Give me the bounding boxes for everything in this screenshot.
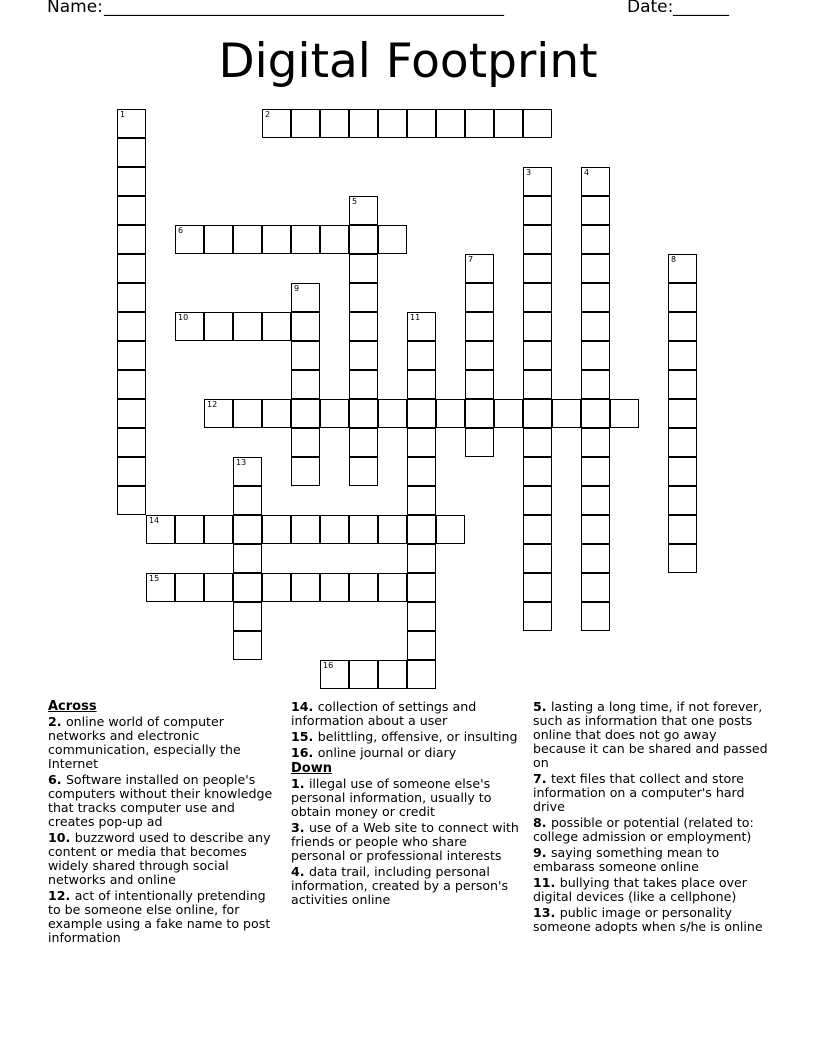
grid-cell[interactable] — [117, 399, 146, 428]
date-line[interactable]: _______ — [673, 0, 729, 16]
clue-item: 16. online journal or diary — [291, 745, 457, 760]
grid-cell[interactable] — [523, 573, 552, 602]
grid-cell[interactable] — [378, 225, 407, 254]
grid-cell[interactable] — [117, 486, 146, 515]
grid-cell[interactable] — [407, 341, 436, 370]
grid-cell[interactable] — [146, 515, 175, 544]
grid-cell[interactable] — [204, 515, 233, 544]
grid-cell[interactable] — [668, 341, 697, 370]
grid-cell[interactable] — [349, 196, 378, 225]
grid-cell[interactable] — [581, 283, 610, 312]
grid-cell[interactable] — [581, 544, 610, 573]
grid-cell[interactable] — [407, 602, 436, 631]
grid-cell[interactable] — [523, 196, 552, 225]
grid-cell[interactable] — [320, 109, 349, 138]
clue-number: 16 — [323, 661, 334, 670]
grid-cell[interactable] — [465, 312, 494, 341]
grid-cell[interactable] — [175, 312, 204, 341]
grid-cell[interactable] — [204, 312, 233, 341]
grid-cell[interactable] — [349, 515, 378, 544]
grid-cell[interactable] — [349, 109, 378, 138]
grid-cell[interactable] — [523, 544, 552, 573]
grid-cell[interactable] — [117, 254, 146, 283]
grid-cell[interactable] — [668, 544, 697, 573]
grid-cell[interactable] — [349, 457, 378, 486]
grid-cell[interactable] — [523, 602, 552, 631]
page-title: Digital Footprint — [218, 34, 598, 89]
grid-cell[interactable] — [407, 428, 436, 457]
grid-cell[interactable] — [668, 486, 697, 515]
clue-number: 15 — [149, 574, 160, 583]
grid-cell[interactable] — [349, 341, 378, 370]
grid-cell[interactable] — [581, 196, 610, 225]
clue-number: 1 — [120, 110, 126, 119]
grid-cell[interactable] — [523, 225, 552, 254]
grid-cell[interactable] — [233, 602, 262, 631]
grid-cell[interactable] — [523, 109, 552, 138]
grid-cell[interactable] — [436, 399, 465, 428]
grid-cell[interactable] — [233, 225, 262, 254]
clue-number: 8 — [671, 255, 677, 264]
grid-cell[interactable] — [407, 370, 436, 399]
grid-cell[interactable] — [581, 167, 610, 196]
grid-cell[interactable] — [117, 109, 146, 138]
grid-cell[interactable] — [291, 457, 320, 486]
grid-cell[interactable] — [668, 399, 697, 428]
grid-cell[interactable] — [117, 457, 146, 486]
clue-item: 6. Software installed on people's computers without their knowledge that tracks computer use and creates pop-up ad — [48, 772, 273, 829]
grid-cell[interactable] — [465, 254, 494, 283]
grid-cell[interactable] — [581, 602, 610, 631]
grid-cell[interactable] — [581, 573, 610, 602]
grid-cell[interactable] — [407, 660, 436, 689]
grid-cell[interactable] — [523, 428, 552, 457]
grid-cell[interactable] — [262, 225, 291, 254]
grid-cell[interactable] — [117, 225, 146, 254]
clue-number: 9 — [294, 284, 300, 293]
grid-cell[interactable] — [523, 283, 552, 312]
grid-cell[interactable] — [349, 254, 378, 283]
grid-cell[interactable] — [349, 399, 378, 428]
grid-cell[interactable] — [117, 428, 146, 457]
grid-cell[interactable] — [291, 573, 320, 602]
name-label: Name: — [47, 0, 109, 17]
grid-cell[interactable] — [581, 428, 610, 457]
grid-cell[interactable] — [262, 515, 291, 544]
grid-cell[interactable] — [117, 341, 146, 370]
clue-number: 10 — [178, 313, 189, 322]
clue-number: 6 — [178, 226, 184, 235]
grid-cell[interactable] — [117, 138, 146, 167]
grid-cell[interactable] — [117, 370, 146, 399]
grid-cell[interactable] — [175, 515, 204, 544]
grid-cell[interactable] — [581, 312, 610, 341]
grid-cell[interactable] — [668, 312, 697, 341]
clues-column-3 — [533, 700, 769, 936]
clue-item: 14. collection of settings and information about a user — [291, 699, 477, 728]
grid-cell[interactable] — [291, 370, 320, 399]
grid-cell[interactable] — [610, 399, 639, 428]
grid-cell[interactable] — [378, 399, 407, 428]
grid-cell[interactable] — [494, 399, 523, 428]
clue-item: 11. bullying that takes place over digital devices (like a cellphone) — [533, 875, 747, 904]
grid-cell[interactable] — [233, 631, 262, 660]
grid-cell[interactable] — [262, 399, 291, 428]
grid-cell[interactable] — [494, 109, 523, 138]
grid-cell[interactable] — [668, 457, 697, 486]
clue-number: 3 — [526, 168, 532, 177]
clue-item: 10. buzzword used to describe any content or media that becomes widely shared through social networks and online — [48, 830, 271, 887]
grid-cell[interactable] — [581, 370, 610, 399]
grid-cell[interactable] — [233, 515, 262, 544]
grid-cell[interactable] — [668, 515, 697, 544]
grid-cell[interactable] — [175, 573, 204, 602]
grid-cell[interactable] — [320, 515, 349, 544]
grid-cell[interactable] — [320, 573, 349, 602]
across-heading: Across — [48, 699, 97, 714]
grid-cell[interactable] — [233, 544, 262, 573]
grid-cell[interactable] — [407, 544, 436, 573]
grid-cell[interactable] — [465, 370, 494, 399]
clue-number: 4 — [584, 168, 590, 177]
grid-cell[interactable] — [320, 399, 349, 428]
grid-cell[interactable] — [407, 457, 436, 486]
grid-cell[interactable] — [349, 660, 378, 689]
clue-item: 3. use of a Web site to connect with friends or people who share personal or professional interests — [291, 820, 519, 863]
grid-cell[interactable] — [233, 457, 262, 486]
grid-cell[interactable] — [262, 312, 291, 341]
clue-item: 7. text files that collect and store information on a computer's hard drive — [533, 771, 745, 814]
grid-cell[interactable] — [349, 283, 378, 312]
clue-item: 5. lasting a long time, if not forever, such as information that one posts online that does not go away because it can be shared and passed on — [533, 699, 768, 770]
grid-cell[interactable] — [349, 370, 378, 399]
grid-cell[interactable] — [291, 283, 320, 312]
grid-cell[interactable] — [117, 167, 146, 196]
clue-item: 9. saying something mean to embarass someone online — [533, 845, 720, 874]
down-heading: Down — [291, 761, 332, 776]
clue-item: 15. belittling, offensive, or insulting — [291, 729, 518, 744]
grid-cell[interactable] — [436, 515, 465, 544]
grid-cell[interactable] — [349, 428, 378, 457]
grid-cell[interactable] — [378, 515, 407, 544]
grid-cell[interactable] — [465, 399, 494, 428]
grid-cell[interactable] — [465, 428, 494, 457]
clue-item: 8. possible or potential (related to: college admission or employment) — [533, 815, 754, 844]
grid-cell[interactable] — [291, 225, 320, 254]
grid-cell[interactable] — [407, 109, 436, 138]
grid-cell[interactable] — [581, 515, 610, 544]
grid-cell[interactable] — [523, 515, 552, 544]
grid-cell[interactable] — [523, 312, 552, 341]
grid-cell[interactable] — [523, 167, 552, 196]
grid-cell[interactable] — [291, 428, 320, 457]
clue-number: 11 — [410, 313, 421, 322]
clue-number: 14 — [149, 516, 160, 525]
grid-cell[interactable] — [523, 341, 552, 370]
grid-cell[interactable] — [581, 486, 610, 515]
grid-cell[interactable] — [407, 486, 436, 515]
grid-cell[interactable] — [378, 109, 407, 138]
clues-column-2 — [291, 700, 523, 909]
grid-cell[interactable] — [668, 370, 697, 399]
grid-cell[interactable] — [407, 631, 436, 660]
grid-cell[interactable] — [349, 312, 378, 341]
grid-cell[interactable] — [291, 312, 320, 341]
grid-cell[interactable] — [233, 573, 262, 602]
grid-cell[interactable] — [668, 283, 697, 312]
grid-cell[interactable] — [204, 225, 233, 254]
grid-cell[interactable] — [378, 573, 407, 602]
grid-cell[interactable] — [291, 109, 320, 138]
grid-cell[interactable] — [581, 341, 610, 370]
clue-number: 5 — [352, 197, 358, 206]
grid-cell[interactable] — [523, 399, 552, 428]
grid-cell[interactable] — [581, 399, 610, 428]
grid-cell[interactable] — [262, 573, 291, 602]
grid-cell[interactable] — [436, 109, 465, 138]
clue-number: 2 — [265, 110, 271, 119]
name-line[interactable]: __________________________________________________ — [104, 0, 504, 16]
grid-cell[interactable] — [146, 573, 175, 602]
grid-cell[interactable] — [117, 312, 146, 341]
date-label: Date: — [627, 0, 679, 17]
grid-cell[interactable] — [407, 312, 436, 341]
grid-cell[interactable] — [233, 486, 262, 515]
grid-cell[interactable] — [465, 341, 494, 370]
clue-item: 12. act of intentionally pretending to be someone else online, for example using a fake name to post information — [48, 888, 271, 945]
clue-item: 4. data trail, including personal information, created by a person's activities online — [291, 864, 509, 907]
grid-cell[interactable] — [523, 486, 552, 515]
grid-cell[interactable] — [291, 399, 320, 428]
grid-cell[interactable] — [291, 515, 320, 544]
clue-item: 13. public image or personality someone adopts when s/he is online — [533, 905, 763, 934]
clue-number: 7 — [468, 255, 474, 264]
grid-cell[interactable] — [204, 399, 233, 428]
grid-cell[interactable] — [117, 196, 146, 225]
grid-cell[interactable] — [407, 573, 436, 602]
grid-cell[interactable] — [320, 660, 349, 689]
grid-cell[interactable] — [523, 370, 552, 399]
grid-cell[interactable] — [175, 225, 204, 254]
grid-cell[interactable] — [668, 254, 697, 283]
grid-cell[interactable] — [523, 457, 552, 486]
grid-cell[interactable] — [320, 225, 349, 254]
grid-cell[interactable] — [552, 399, 581, 428]
grid-cell[interactable] — [349, 225, 378, 254]
grid-cell[interactable] — [117, 283, 146, 312]
grid-cell[interactable] — [349, 573, 378, 602]
grid-cell[interactable] — [262, 109, 291, 138]
clue-item: 2. online world of computer networks and electronic communication, especially the Internet — [48, 714, 241, 771]
grid-cell[interactable] — [581, 225, 610, 254]
grid-cell[interactable] — [378, 660, 407, 689]
clue-item: 1. illegal use of someone else's personal information, usually to obtain money or credit — [291, 776, 492, 819]
grid-cell[interactable] — [581, 254, 610, 283]
grid-cell[interactable] — [233, 312, 262, 341]
grid-cell[interactable] — [523, 254, 552, 283]
grid-cell[interactable] — [233, 399, 262, 428]
grid-cell[interactable] — [465, 283, 494, 312]
grid-cell[interactable] — [407, 515, 436, 544]
grid-cell[interactable] — [581, 457, 610, 486]
grid-cell[interactable] — [204, 573, 233, 602]
clue-number: 12 — [207, 400, 218, 409]
clue-number: 13 — [236, 458, 247, 467]
grid-cell[interactable] — [668, 428, 697, 457]
grid-cell[interactable] — [407, 399, 436, 428]
grid-cell[interactable] — [291, 341, 320, 370]
clues-column-1 — [48, 700, 280, 947]
grid-cell[interactable] — [465, 109, 494, 138]
